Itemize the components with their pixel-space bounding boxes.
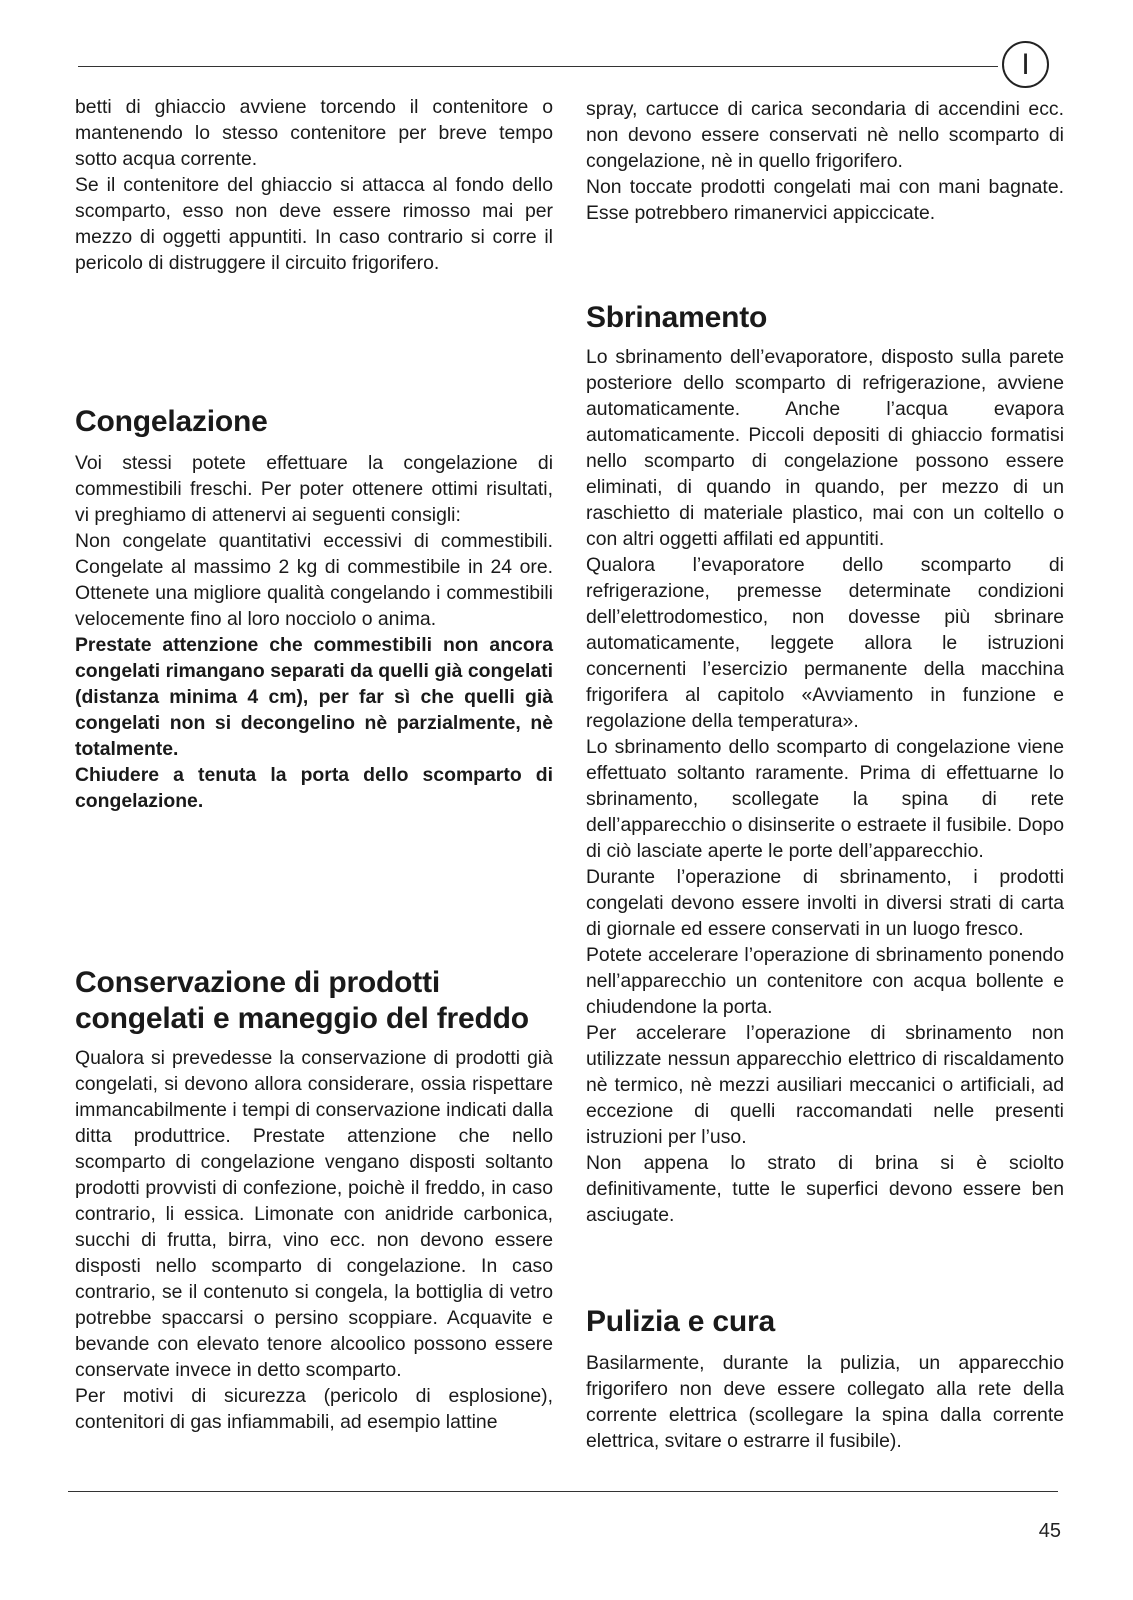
sbrinamento-paragraph-6: Per accelerare l’operazione di sbrinamento non utilizzate nessun apparecchio elettrico di riscaldamento nè termico, nè mezzi ausiliari meccanici o artificiali, ad eccezione di quelli raccomandati nelle presenti istruzioni per l’uso. [586,1022,1064,1148]
congelazione-warning-2: Chiudere a tenuta la porta dello scomparto di congelazione. [75,764,553,812]
page-number: 45 [1038,1520,1061,1542]
section-congelazione [75,404,553,814]
section-sbrinamento [586,300,1064,1228]
sbrinamento-paragraph-2: Qualora l’evaporatore dello scomparto di refrigerazione, premesse determinate condizioni dell’elettrodomestico, non dovesse più sbrinare automaticamente, leggete allora le istruzioni concernenti l’esercizio permanente della macchina frigorifera al capitolo «Avviamento in funzione e regolazione della temperatura». [586,554,1064,732]
sbrinamento-paragraph-1: Lo sbrinamento dell’evaporatore, disposto sulla parete posteriore dello scomparto di refrigerazione, avviene automaticamente. Anche l’acqua evapora automaticamente. Piccoli depositi di ghiaccio formatisi nello scomparto di congelazione possono essere eliminati, di quando in quando, per mezzo di un raschietto di materiale plastico, mai con un coltello o con altri oggetti affilati ed appuntiti. [586,346,1064,550]
section-title-pulizia: Pulizia e cura [586,1305,775,1338]
section-title-congelazione: Congelazione [75,405,268,438]
section-pulizia [586,1304,1064,1454]
section-title-sbrinamento: Sbrinamento [586,301,768,334]
left-intro [75,94,553,276]
header-rule [78,66,998,67]
sbrinamento-paragraph-4: Durante l’operazione di sbrinamento, i prodotti congelati devono essere involti in diversi strati di carta di giornale ed essere conservati in un luogo fresco. [586,866,1064,940]
sbrinamento-paragraph-3: Lo sbrinamento dello scomparto di congelazione viene effettuato soltanto raramente. Prima di effettuarne lo sbrinamento, scollegate la spina di rete dell’apparecchio o disinserite o estraete il fusibile. Dopo di ciò lasciate aperte le porte dell’apparecchio. [586,736,1064,862]
section-title-conservazione: Conservazione di prodotti congelati e maneggio del freddo [75,966,529,1035]
sbrinamento-paragraph-7: Non appena lo strato di brina si è sciolto definitivamente, tutte le superfici devono essere ben asciugate. [586,1152,1064,1226]
section-conservazione [75,965,553,1435]
language-badge: I [1002,41,1049,88]
right-intro [586,96,1064,226]
conservazione-paragraph-2: Per motivi di sicurezza (pericolo di esplosione), contenitori di gas infiammabili, ad esempio lattine [75,1385,553,1433]
right-intro-paragraph-1: spray, cartucce di carica secondaria di accendini ecc. non devono essere conservati nè nello scomparto di congelazione, nè in quello frigorifero. [586,98,1064,172]
left-intro-paragraph-2: Se il contenitore del ghiaccio si attacca al fondo dello scomparto, esso non deve essere rimosso mai per mezzo di oggetti appuntiti. In caso contrario si corre il pericolo di distruggere il circuito frigorifero. [75,174,553,274]
pulizia-paragraph-1: Basilarmente, durante la pulizia, un apparecchio frigorifero non deve essere collegato alla rete della corrente elettrica (scollegare la spina dalla corrente elettrica, svitare o estrarre il fusibile). [586,1352,1064,1452]
congelazione-paragraph-1: Voi stessi potete effettuare la congelazione di commestibili freschi. Per poter ottenere ottimi risultati, vi preghiamo di attenervi ai seguenti consigli: [75,452,553,526]
left-intro-paragraph-1: betti di ghiaccio avviene torcendo il contenitore o mantenendo lo stesso contenitore per breve tempo sotto acqua corrente. [75,96,553,170]
sbrinamento-paragraph-5: Potete accelerare l’operazione di sbrinamento ponendo nell’apparecchio un contenitore con acqua bollente e chiudendone la porta. [586,944,1064,1018]
congelazione-warning-1: Prestate attenzione che commestibili non ancora congelati rimangano separati da quelli già congelati (distanza minima 4 cm), per far sì che quelli già congelati non si decongelino nè parzialmente, nè totalmente. [75,634,553,760]
congelazione-paragraph-2: Non congelate quantitativi eccessivi di commestibili. Congelate al massimo 2 kg di commestibile in 24 ore. Ottenete una migliore qualità congelando i commestibili velocemente fino al loro nocciolo o anima. [75,530,553,630]
right-intro-paragraph-2: Non toccate prodotti congelati mai con mani bagnate. Esse potrebbero rimanervici appiccicate. [586,176,1064,224]
conservazione-paragraph-1: Qualora si prevedesse la conservazione di prodotti già congelati, si devono allora considerare, ossia rispettare immancabilmente i tempi di conservazione indicati dalla ditta produttrice. Prestate attenzione che nello scomparto di congelazione vengano disposti soltanto prodotti provvisti di confezione, poichè il freddo, in caso contrario, li essica. Limonate con anidride carbonica, succhi di frutta, birra, vino ecc. non devono essere disposti nello scomparto di congelazione. In caso contrario, se il contenuto si congela, la bottiglia di vetro potrebbe spaccarsi o persino scoppiare. Acquavite e bevande con elevato tenore alcoolico possono essere conservate invece in detto scomparto. [75,1047,553,1381]
footer-rule [68,1491,1058,1492]
